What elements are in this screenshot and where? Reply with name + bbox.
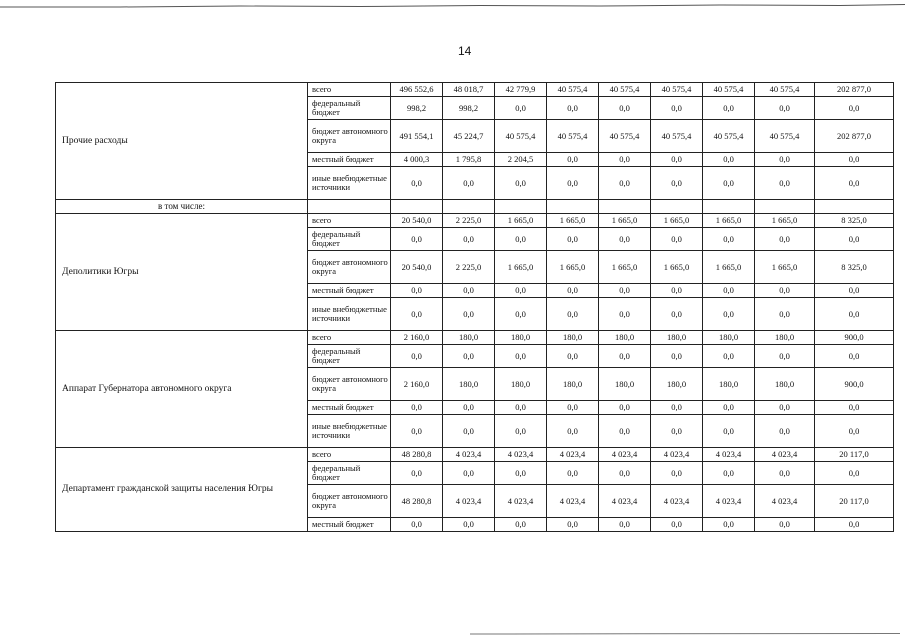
value-cell: 4 023,4 bbox=[599, 485, 651, 518]
value-cell: 48 280,8 bbox=[391, 485, 443, 518]
subheader-cell: в том числе: bbox=[56, 200, 308, 214]
value-cell: 0,0 bbox=[443, 401, 495, 415]
value-cell: 0,0 bbox=[547, 284, 599, 298]
value-cell: 0,0 bbox=[391, 345, 443, 368]
page-number: 14 bbox=[458, 44, 472, 58]
funding-source-cell: местный бюджет bbox=[308, 153, 391, 167]
value-cell: 2 204,5 bbox=[495, 153, 547, 167]
funding-source-cell: местный бюджет bbox=[308, 284, 391, 298]
value-cell: 1 665,0 bbox=[547, 214, 599, 228]
value-cell: 0,0 bbox=[495, 97, 547, 120]
value-cell: 2 160,0 bbox=[391, 368, 443, 401]
funding-source-cell: иные внебюджетные источники bbox=[308, 167, 391, 200]
funding-source-cell: местный бюджет bbox=[308, 518, 391, 532]
value-cell: 0,0 bbox=[703, 415, 755, 448]
value-cell: 180,0 bbox=[547, 331, 599, 345]
value-cell: 0,0 bbox=[651, 401, 703, 415]
value-cell: 0,0 bbox=[599, 462, 651, 485]
empty-cell bbox=[703, 200, 755, 214]
funding-source-cell: всего bbox=[308, 214, 391, 228]
value-cell: 180,0 bbox=[755, 368, 815, 401]
value-cell: 1 665,0 bbox=[703, 214, 755, 228]
value-cell: 4 023,4 bbox=[495, 448, 547, 462]
value-cell: 0,0 bbox=[815, 518, 894, 532]
value-cell: 0,0 bbox=[703, 345, 755, 368]
funding-source-cell: федеральный бюджет bbox=[308, 97, 391, 120]
value-cell: 1 665,0 bbox=[599, 251, 651, 284]
value-cell: 0,0 bbox=[703, 97, 755, 120]
value-cell: 1 665,0 bbox=[651, 214, 703, 228]
value-cell: 0,0 bbox=[443, 462, 495, 485]
value-cell: 0,0 bbox=[391, 298, 443, 331]
value-cell: 0,0 bbox=[547, 298, 599, 331]
value-cell: 0,0 bbox=[495, 284, 547, 298]
scan-edge-bottom bbox=[470, 632, 900, 636]
value-cell: 0,0 bbox=[703, 153, 755, 167]
value-cell: 48 280,8 bbox=[391, 448, 443, 462]
value-cell: 0,0 bbox=[391, 462, 443, 485]
value-cell: 4 023,4 bbox=[443, 448, 495, 462]
value-cell: 0,0 bbox=[599, 415, 651, 448]
empty-cell bbox=[815, 200, 894, 214]
table-row bbox=[56, 214, 894, 228]
value-cell: 998,2 bbox=[443, 97, 495, 120]
value-cell: 0,0 bbox=[815, 401, 894, 415]
value-cell: 2 225,0 bbox=[443, 251, 495, 284]
value-cell: 0,0 bbox=[547, 345, 599, 368]
value-cell: 0,0 bbox=[755, 153, 815, 167]
subheader-row bbox=[56, 200, 894, 214]
value-cell: 20 117,0 bbox=[815, 448, 894, 462]
value-cell: 0,0 bbox=[547, 462, 599, 485]
value-cell: 180,0 bbox=[703, 368, 755, 401]
value-cell: 1 795,8 bbox=[443, 153, 495, 167]
value-cell: 0,0 bbox=[443, 284, 495, 298]
value-cell: 202 877,0 bbox=[815, 83, 894, 97]
value-cell: 4 023,4 bbox=[703, 448, 755, 462]
value-cell: 0,0 bbox=[495, 298, 547, 331]
value-cell: 0,0 bbox=[651, 167, 703, 200]
value-cell: 0,0 bbox=[547, 153, 599, 167]
funding-source-cell: федеральный бюджет bbox=[308, 462, 391, 485]
value-cell: 0,0 bbox=[651, 462, 703, 485]
value-cell: 0,0 bbox=[815, 153, 894, 167]
value-cell: 0,0 bbox=[495, 228, 547, 251]
value-cell: 0,0 bbox=[703, 228, 755, 251]
value-cell: 0,0 bbox=[495, 415, 547, 448]
value-cell: 40 575,4 bbox=[599, 83, 651, 97]
value-cell: 180,0 bbox=[599, 368, 651, 401]
value-cell: 0,0 bbox=[651, 518, 703, 532]
organization-cell: Прочие расходы bbox=[56, 83, 308, 200]
value-cell: 0,0 bbox=[599, 97, 651, 120]
value-cell: 0,0 bbox=[443, 228, 495, 251]
value-cell: 0,0 bbox=[703, 284, 755, 298]
empty-cell bbox=[599, 200, 651, 214]
value-cell: 900,0 bbox=[815, 368, 894, 401]
value-cell: 40 575,4 bbox=[547, 83, 599, 97]
value-cell: 0,0 bbox=[703, 401, 755, 415]
value-cell: 998,2 bbox=[391, 97, 443, 120]
value-cell: 0,0 bbox=[443, 298, 495, 331]
value-cell: 0,0 bbox=[815, 228, 894, 251]
value-cell: 180,0 bbox=[443, 368, 495, 401]
funding-source-cell: федеральный бюджет bbox=[308, 345, 391, 368]
organization-cell: Аппарат Губернатора автономного округа bbox=[56, 331, 308, 448]
value-cell: 180,0 bbox=[651, 368, 703, 401]
value-cell: 40 575,4 bbox=[599, 120, 651, 153]
value-cell: 0,0 bbox=[755, 298, 815, 331]
value-cell: 40 575,4 bbox=[651, 83, 703, 97]
value-cell: 0,0 bbox=[755, 518, 815, 532]
value-cell: 1 665,0 bbox=[703, 251, 755, 284]
value-cell: 0,0 bbox=[815, 284, 894, 298]
table-row bbox=[56, 448, 894, 462]
value-cell: 20 540,0 bbox=[391, 251, 443, 284]
value-cell: 0,0 bbox=[547, 97, 599, 120]
funding-source-cell: местный бюджет bbox=[308, 401, 391, 415]
funding-source-cell: иные внебюджетные источники bbox=[308, 415, 391, 448]
value-cell: 0,0 bbox=[391, 228, 443, 251]
value-cell: 0,0 bbox=[391, 518, 443, 532]
value-cell: 4 000,3 bbox=[391, 153, 443, 167]
value-cell: 4 023,4 bbox=[547, 448, 599, 462]
value-cell: 180,0 bbox=[443, 331, 495, 345]
value-cell: 0,0 bbox=[755, 415, 815, 448]
value-cell: 0,0 bbox=[815, 345, 894, 368]
value-cell: 491 554,1 bbox=[391, 120, 443, 153]
value-cell: 202 877,0 bbox=[815, 120, 894, 153]
empty-cell bbox=[547, 200, 599, 214]
value-cell: 0,0 bbox=[547, 518, 599, 532]
value-cell: 0,0 bbox=[599, 153, 651, 167]
value-cell: 4 023,4 bbox=[651, 485, 703, 518]
value-cell: 0,0 bbox=[755, 228, 815, 251]
value-cell: 0,0 bbox=[815, 167, 894, 200]
value-cell: 0,0 bbox=[651, 284, 703, 298]
value-cell: 1 665,0 bbox=[495, 251, 547, 284]
funding-source-cell: федеральный бюджет bbox=[308, 228, 391, 251]
value-cell: 0,0 bbox=[703, 462, 755, 485]
value-cell: 0,0 bbox=[391, 415, 443, 448]
value-cell: 0,0 bbox=[443, 518, 495, 532]
funding-source-cell: бюджет автономного округа bbox=[308, 251, 391, 284]
value-cell: 0,0 bbox=[651, 153, 703, 167]
value-cell: 2 225,0 bbox=[443, 214, 495, 228]
value-cell: 0,0 bbox=[391, 401, 443, 415]
value-cell: 180,0 bbox=[599, 331, 651, 345]
organization-cell: Департамент гражданской защиты населения Югры bbox=[56, 448, 308, 532]
value-cell: 0,0 bbox=[703, 298, 755, 331]
value-cell: 0,0 bbox=[599, 228, 651, 251]
empty-cell bbox=[308, 200, 391, 214]
funding-source-cell: всего bbox=[308, 331, 391, 345]
scan-edge-top bbox=[0, 3, 905, 9]
organization-cell: Деполитики Югры bbox=[56, 214, 308, 331]
value-cell: 0,0 bbox=[651, 298, 703, 331]
value-cell: 0,0 bbox=[651, 228, 703, 251]
value-cell: 1 665,0 bbox=[755, 251, 815, 284]
value-cell: 0,0 bbox=[599, 284, 651, 298]
value-cell: 0,0 bbox=[443, 345, 495, 368]
value-cell: 0,0 bbox=[547, 415, 599, 448]
value-cell: 1 665,0 bbox=[599, 214, 651, 228]
funding-source-cell: всего bbox=[308, 448, 391, 462]
value-cell: 0,0 bbox=[755, 284, 815, 298]
funding-source-cell: бюджет автономного округа bbox=[308, 485, 391, 518]
value-cell: 0,0 bbox=[651, 345, 703, 368]
value-cell: 0,0 bbox=[495, 518, 547, 532]
value-cell: 0,0 bbox=[443, 415, 495, 448]
value-cell: 0,0 bbox=[495, 401, 547, 415]
value-cell: 0,0 bbox=[651, 97, 703, 120]
value-cell: 0,0 bbox=[443, 167, 495, 200]
value-cell: 42 779,9 bbox=[495, 83, 547, 97]
value-cell: 0,0 bbox=[755, 345, 815, 368]
value-cell: 180,0 bbox=[651, 331, 703, 345]
value-cell: 0,0 bbox=[495, 167, 547, 200]
funding-source-cell: всего bbox=[308, 83, 391, 97]
value-cell: 1 665,0 bbox=[547, 251, 599, 284]
funding-source-cell: иные внебюджетные источники bbox=[308, 298, 391, 331]
value-cell: 48 018,7 bbox=[443, 83, 495, 97]
value-cell: 4 023,4 bbox=[755, 448, 815, 462]
table-row bbox=[56, 331, 894, 345]
value-cell: 496 552,6 bbox=[391, 83, 443, 97]
value-cell: 20 117,0 bbox=[815, 485, 894, 518]
table-row bbox=[56, 83, 894, 97]
value-cell: 40 575,4 bbox=[703, 120, 755, 153]
value-cell: 180,0 bbox=[495, 368, 547, 401]
empty-cell bbox=[755, 200, 815, 214]
empty-cell bbox=[495, 200, 547, 214]
empty-cell bbox=[443, 200, 495, 214]
value-cell: 0,0 bbox=[703, 518, 755, 532]
funding-source-cell: бюджет автономного округа bbox=[308, 368, 391, 401]
value-cell: 1 665,0 bbox=[495, 214, 547, 228]
value-cell: 0,0 bbox=[815, 97, 894, 120]
value-cell: 1 665,0 bbox=[755, 214, 815, 228]
value-cell: 0,0 bbox=[391, 167, 443, 200]
funding-source-cell: бюджет автономного округа bbox=[308, 120, 391, 153]
value-cell: 0,0 bbox=[755, 97, 815, 120]
value-cell: 0,0 bbox=[703, 167, 755, 200]
value-cell: 20 540,0 bbox=[391, 214, 443, 228]
value-cell: 0,0 bbox=[651, 415, 703, 448]
value-cell: 4 023,4 bbox=[547, 485, 599, 518]
value-cell: 2 160,0 bbox=[391, 331, 443, 345]
value-cell: 0,0 bbox=[547, 401, 599, 415]
value-cell: 180,0 bbox=[755, 331, 815, 345]
value-cell: 4 023,4 bbox=[495, 485, 547, 518]
value-cell: 40 575,4 bbox=[651, 120, 703, 153]
value-cell: 0,0 bbox=[547, 167, 599, 200]
value-cell: 180,0 bbox=[495, 331, 547, 345]
value-cell: 0,0 bbox=[755, 401, 815, 415]
value-cell: 180,0 bbox=[547, 368, 599, 401]
value-cell: 40 575,4 bbox=[703, 83, 755, 97]
empty-cell bbox=[651, 200, 703, 214]
value-cell: 0,0 bbox=[755, 462, 815, 485]
value-cell: 0,0 bbox=[599, 345, 651, 368]
value-cell: 8 325,0 bbox=[815, 214, 894, 228]
value-cell: 0,0 bbox=[599, 401, 651, 415]
value-cell: 4 023,4 bbox=[443, 485, 495, 518]
value-cell: 40 575,4 bbox=[755, 120, 815, 153]
value-cell: 0,0 bbox=[755, 167, 815, 200]
value-cell: 4 023,4 bbox=[703, 485, 755, 518]
value-cell: 0,0 bbox=[599, 298, 651, 331]
value-cell: 0,0 bbox=[599, 518, 651, 532]
value-cell: 40 575,4 bbox=[495, 120, 547, 153]
value-cell: 0,0 bbox=[815, 298, 894, 331]
value-cell: 0,0 bbox=[391, 284, 443, 298]
value-cell: 4 023,4 bbox=[599, 448, 651, 462]
value-cell: 180,0 bbox=[703, 331, 755, 345]
value-cell: 8 325,0 bbox=[815, 251, 894, 284]
value-cell: 0,0 bbox=[599, 167, 651, 200]
value-cell: 0,0 bbox=[495, 462, 547, 485]
value-cell: 40 575,4 bbox=[547, 120, 599, 153]
value-cell: 4 023,4 bbox=[755, 485, 815, 518]
value-cell: 1 665,0 bbox=[651, 251, 703, 284]
empty-cell bbox=[391, 200, 443, 214]
value-cell: 40 575,4 bbox=[755, 83, 815, 97]
value-cell: 0,0 bbox=[495, 345, 547, 368]
value-cell: 0,0 bbox=[815, 415, 894, 448]
value-cell: 0,0 bbox=[815, 462, 894, 485]
value-cell: 0,0 bbox=[547, 228, 599, 251]
budget-table bbox=[55, 82, 894, 532]
value-cell: 4 023,4 bbox=[651, 448, 703, 462]
value-cell: 900,0 bbox=[815, 331, 894, 345]
value-cell: 45 224,7 bbox=[443, 120, 495, 153]
